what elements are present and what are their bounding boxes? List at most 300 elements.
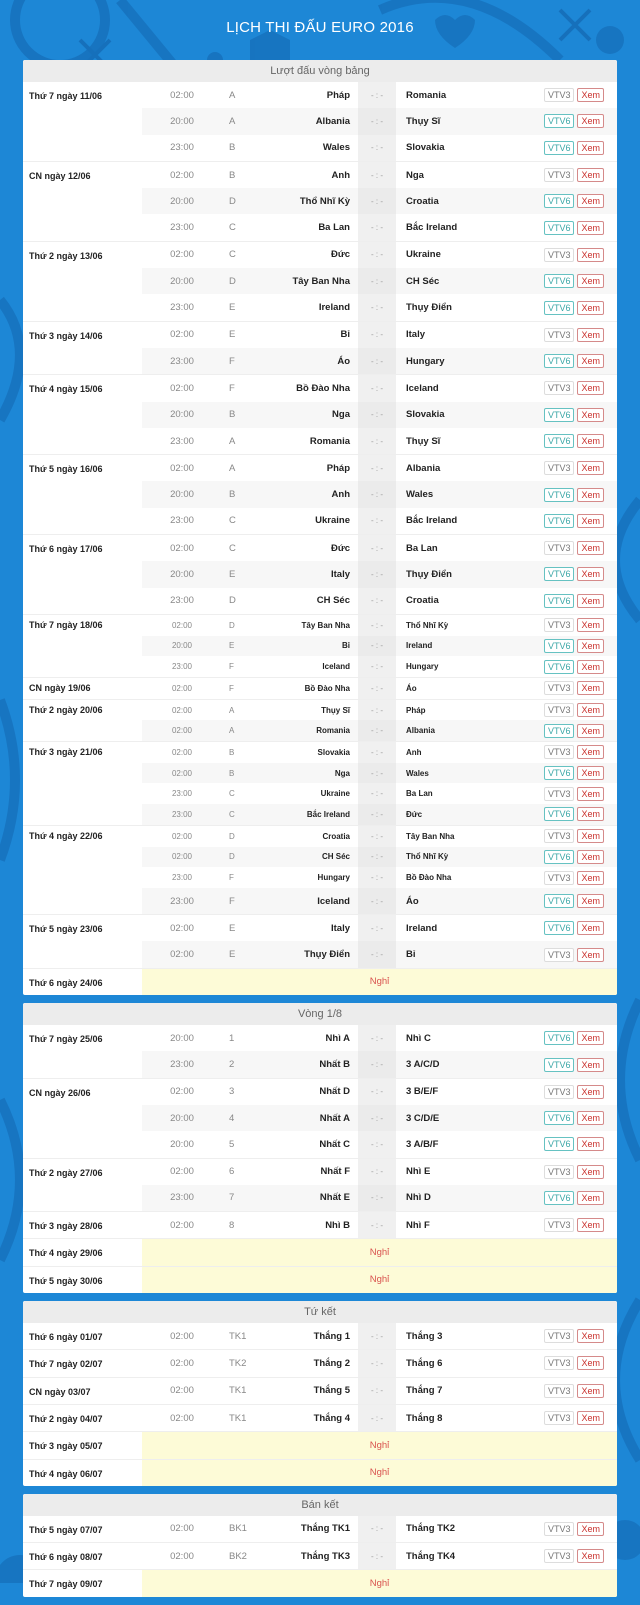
watch-button[interactable]: Xem — [577, 274, 604, 288]
watch-button[interactable]: Xem — [577, 871, 604, 885]
match-score: - : - — [358, 700, 396, 721]
match-row — [142, 588, 617, 614]
watch-button[interactable]: Xem — [577, 301, 604, 315]
watch-button[interactable]: Xem — [577, 594, 604, 608]
home-team: Bỉ — [342, 641, 350, 651]
watch-button[interactable]: Xem — [577, 381, 604, 395]
channel-badge[interactable]: VTV6 — [544, 194, 575, 208]
match-row — [142, 1405, 617, 1431]
channel-badge[interactable]: VTV6 — [544, 354, 575, 368]
match-time: 23:00 — [170, 302, 194, 314]
channel-badge[interactable]: VTV3 — [544, 1085, 575, 1099]
match-score: - : - — [358, 1131, 396, 1157]
away-team: Wales — [406, 768, 429, 778]
match-time: 02:00 — [170, 382, 194, 394]
home-team: Nga — [332, 409, 350, 421]
watch-button[interactable]: Xem — [577, 248, 604, 262]
match-time: 23:00 — [170, 435, 194, 447]
match-score: - : - — [358, 428, 396, 454]
match-score: - : - — [358, 1079, 396, 1105]
match-row — [142, 294, 617, 320]
watch-button[interactable]: Xem — [577, 1549, 604, 1563]
away-team: Hungary — [406, 662, 439, 672]
channel-badge[interactable]: VTV3 — [544, 168, 575, 182]
match-row — [142, 1185, 617, 1211]
match-group: D — [229, 195, 236, 207]
match-time: 23:00 — [171, 809, 193, 819]
match-row — [142, 214, 617, 240]
watch-button[interactable]: Xem — [577, 461, 604, 475]
match-time: 20:00 — [170, 115, 194, 127]
channel-badge[interactable]: VTV6 — [544, 408, 575, 422]
home-team: Nhì A — [325, 1032, 350, 1044]
match-group: F — [229, 683, 234, 693]
match-time: 20:00 — [170, 568, 194, 580]
match-row — [142, 783, 617, 804]
watch-button[interactable]: Xem — [577, 1218, 604, 1232]
away-team: Thụy Điển — [406, 568, 452, 580]
match-score: - : - — [358, 108, 396, 134]
date-label: CN ngày 03/07 — [29, 1386, 91, 1397]
match-score: - : - — [358, 561, 396, 587]
match-time: 23:00 — [171, 789, 193, 799]
match-row — [142, 1378, 617, 1404]
watch-button[interactable]: Xem — [577, 1411, 604, 1425]
away-team: Thổ Nhĩ Kỳ — [406, 620, 449, 630]
channel-badge[interactable]: VTV6 — [544, 660, 575, 674]
watch-button[interactable]: Xem — [577, 1384, 604, 1398]
watch-button[interactable]: Xem — [577, 354, 604, 368]
channel-badge[interactable]: VTV6 — [544, 221, 575, 235]
watch-button[interactable]: Xem — [577, 766, 604, 780]
away-team: Thụy Sĩ — [406, 435, 441, 447]
away-team: Thắng 7 — [406, 1385, 443, 1397]
match-row — [142, 162, 617, 188]
match-list — [142, 742, 617, 825]
channel-badge[interactable]: VTV3 — [544, 328, 575, 342]
match-group: E — [229, 949, 236, 961]
match-group: 1 — [229, 1032, 235, 1044]
home-team: Romania — [309, 435, 350, 447]
channel-badge[interactable]: VTV6 — [544, 274, 575, 288]
away-team: Ireland — [406, 641, 433, 651]
channel-badge[interactable]: VTV3 — [544, 618, 575, 632]
watch-button[interactable]: Xem — [577, 639, 604, 653]
watch-button[interactable]: Xem — [577, 488, 604, 502]
match-row — [142, 763, 617, 784]
channel-badge[interactable]: VTV6 — [544, 434, 575, 448]
match-score: - : - — [358, 847, 396, 868]
channel-badge[interactable]: VTV3 — [544, 541, 575, 555]
channel-badge[interactable]: VTV3 — [544, 703, 575, 717]
date-label: CN ngày 19/06 — [29, 683, 91, 693]
match-score: - : - — [358, 481, 396, 507]
match-list — [142, 1079, 617, 1158]
home-team: Iceland — [317, 895, 350, 907]
match-time: 23:00 — [170, 895, 194, 907]
match-list — [142, 1350, 617, 1376]
channel-badge[interactable]: VTV3 — [544, 1218, 575, 1232]
watch-button[interactable]: Xem — [577, 787, 604, 801]
match-row — [142, 1131, 617, 1157]
match-time: 23:00 — [170, 222, 194, 234]
channel-badge[interactable]: VTV3 — [544, 381, 575, 395]
watch-button[interactable]: Xem — [577, 807, 604, 821]
channel-badge[interactable]: VTV6 — [544, 488, 575, 502]
match-group: B — [229, 768, 235, 778]
away-team: Slovakia — [406, 142, 445, 154]
match-time: 02:00 — [170, 249, 194, 261]
channel-badge[interactable]: VTV6 — [544, 514, 575, 528]
day-group — [23, 322, 617, 376]
watch-button[interactable]: Xem — [577, 541, 604, 555]
match-time: 02:00 — [170, 89, 194, 101]
match-time: 23:00 — [170, 1192, 194, 1204]
match-time: 23:00 — [170, 595, 194, 607]
watch-button[interactable]: Xem — [577, 567, 604, 581]
day-group — [23, 242, 617, 322]
date-label: Thứ 7 ngày 02/07 — [29, 1359, 103, 1370]
day-group — [23, 742, 617, 826]
channel-badge[interactable]: VTV6 — [544, 1031, 575, 1045]
channel-badge[interactable]: VTV6 — [544, 1137, 575, 1151]
rest-day-label: Nghỉ — [142, 1570, 617, 1596]
watch-button[interactable]: Xem — [577, 1058, 604, 1072]
match-time: 23:00 — [171, 873, 193, 883]
match-group: C — [229, 249, 236, 261]
away-team: Thắng 8 — [406, 1412, 443, 1424]
match-time: 20:00 — [170, 489, 194, 501]
date-label: Thứ 4 ngày 22/06 — [29, 830, 103, 841]
match-group: C — [229, 222, 236, 234]
home-team: Pháp — [326, 462, 350, 474]
away-team: Ukraine — [406, 249, 441, 261]
channel-badge[interactable]: VTV3 — [544, 871, 575, 885]
channel-badge[interactable]: VTV6 — [544, 594, 575, 608]
watch-button[interactable]: Xem — [577, 434, 604, 448]
watch-button[interactable]: Xem — [577, 1329, 604, 1343]
match-group: A — [229, 726, 235, 736]
away-team: Tây Ban Nha — [406, 831, 455, 841]
watch-button[interactable]: Xem — [577, 829, 604, 843]
match-group: 4 — [229, 1112, 235, 1124]
match-row — [142, 1025, 617, 1051]
home-team: Romania — [316, 726, 350, 736]
day-group — [23, 678, 617, 700]
home-team: Croatia — [322, 831, 350, 841]
channel-badge[interactable]: VTV3 — [544, 1356, 575, 1370]
match-row — [142, 1350, 617, 1376]
match-score: - : - — [358, 826, 396, 847]
watch-button[interactable]: Xem — [577, 921, 604, 935]
channel-badge[interactable]: VTV6 — [544, 1111, 575, 1125]
date-label: Thứ 4 ngày 29/06 — [29, 1248, 103, 1259]
rest-day-label: Nghỉ — [142, 1267, 617, 1293]
match-score: - : - — [358, 888, 396, 914]
match-row — [142, 1079, 617, 1105]
away-team: Croatia — [406, 195, 439, 207]
match-time: 20:00 — [171, 641, 193, 651]
day-group — [23, 1350, 617, 1377]
day-group — [23, 1323, 617, 1350]
day-group — [23, 1159, 617, 1213]
home-team: Tây Ban Nha — [301, 620, 350, 630]
match-time: 23:00 — [170, 355, 194, 367]
match-list — [142, 82, 617, 161]
match-group: E — [229, 302, 236, 314]
match-list — [142, 678, 617, 699]
channel-badge[interactable]: VTV3 — [544, 745, 575, 759]
away-team: Romania — [406, 89, 447, 101]
match-row — [142, 108, 617, 134]
watch-button[interactable]: Xem — [577, 1356, 604, 1370]
watch-button[interactable]: Xem — [577, 681, 604, 695]
match-row — [142, 535, 617, 561]
match-group: B — [229, 409, 236, 421]
match-score: - : - — [358, 375, 396, 401]
match-time: 02:00 — [170, 922, 194, 934]
match-group: 7 — [229, 1192, 235, 1204]
match-score: - : - — [358, 1051, 396, 1077]
channel-badge[interactable]: VTV3 — [544, 787, 575, 801]
channel-badge[interactable]: VTV6 — [544, 921, 575, 935]
channel-badge[interactable]: VTV6 — [544, 850, 575, 864]
match-row — [142, 188, 617, 214]
match-time: 02:00 — [171, 747, 193, 757]
channel-badge[interactable]: VTV3 — [544, 461, 575, 475]
home-team: Thắng TK1 — [300, 1523, 350, 1535]
match-row — [142, 636, 617, 657]
watch-button[interactable]: Xem — [577, 724, 604, 738]
home-team: Thắng 5 — [313, 1385, 350, 1397]
match-list — [142, 826, 617, 914]
channel-badge[interactable]: VTV6 — [544, 724, 575, 738]
match-row — [142, 481, 617, 507]
date-label: Thứ 7 ngày 25/06 — [29, 1034, 103, 1045]
match-group: B — [229, 747, 235, 757]
day-group — [23, 1239, 617, 1266]
match-row — [142, 1516, 617, 1542]
watch-button[interactable]: Xem — [577, 1165, 604, 1179]
channel-badge[interactable]: VTV6 — [544, 1058, 575, 1072]
match-list — [142, 375, 617, 454]
watch-button[interactable]: Xem — [577, 141, 604, 155]
day-group — [23, 1267, 617, 1293]
watch-button[interactable]: Xem — [577, 745, 604, 759]
match-time: 02:00 — [170, 1412, 194, 1424]
match-score: - : - — [358, 1543, 396, 1569]
day-group — [23, 915, 617, 969]
match-score: - : - — [358, 1350, 396, 1376]
match-row — [142, 242, 617, 268]
page-title: LỊCH THI ĐẤU EURO 2016 — [226, 19, 414, 36]
match-row — [142, 804, 617, 825]
away-team: Bắc Ireland — [406, 515, 458, 527]
channel-badge[interactable]: VTV6 — [544, 639, 575, 653]
day-group — [23, 1432, 617, 1459]
match-score: - : - — [358, 1025, 396, 1051]
match-time: 23:00 — [171, 662, 193, 672]
watch-button[interactable]: Xem — [577, 194, 604, 208]
channel-badge[interactable]: VTV6 — [544, 567, 575, 581]
match-time: 02:00 — [171, 768, 193, 778]
channel-badge[interactable]: VTV3 — [544, 681, 575, 695]
match-time: 23:00 — [170, 515, 194, 527]
date-label: Thứ 6 ngày 24/06 — [29, 977, 103, 988]
date-label: Thứ 7 ngày 11/06 — [29, 91, 103, 101]
match-group: A — [229, 462, 236, 474]
away-team: Thụy Điển — [406, 302, 452, 314]
match-score: - : - — [358, 1105, 396, 1131]
match-score: - : - — [358, 1405, 396, 1431]
away-team: Bỉ — [406, 949, 416, 961]
home-team: Ukraine — [315, 515, 350, 527]
watch-button[interactable]: Xem — [577, 703, 604, 717]
match-row — [142, 1323, 617, 1349]
watch-button[interactable]: Xem — [577, 1137, 604, 1151]
home-team: Ireland — [318, 302, 350, 314]
watch-button[interactable]: Xem — [577, 894, 604, 908]
channel-badge[interactable]: VTV3 — [544, 829, 575, 843]
away-team: Đức — [406, 809, 423, 819]
watch-button[interactable]: Xem — [577, 1031, 604, 1045]
match-score: - : - — [358, 742, 396, 763]
match-row — [142, 826, 617, 847]
day-group — [23, 700, 617, 742]
home-team: Hungary — [317, 873, 350, 883]
match-score: - : - — [358, 402, 396, 428]
away-team: Italy — [406, 329, 426, 341]
section-header: Lượt đấu vòng bảng — [23, 60, 617, 82]
watch-button[interactable]: Xem — [577, 328, 604, 342]
date-label: Thứ 5 ngày 30/06 — [29, 1275, 103, 1286]
channel-badge[interactable]: VTV3 — [544, 1549, 575, 1563]
watch-button[interactable]: Xem — [577, 514, 604, 528]
match-group: 2 — [229, 1059, 235, 1070]
watch-button[interactable]: Xem — [577, 660, 604, 674]
watch-button[interactable]: Xem — [577, 221, 604, 235]
match-list — [142, 535, 617, 614]
section-header: Vòng 1/8 — [23, 1003, 617, 1025]
match-score: - : - — [358, 242, 396, 268]
home-team: Slovakia — [317, 747, 350, 757]
home-team: Nhất D — [319, 1086, 350, 1098]
day-group — [23, 826, 617, 915]
channel-badge[interactable]: VTV6 — [544, 114, 575, 128]
away-team: Ireland — [406, 922, 438, 934]
home-team: Nhất E — [319, 1192, 350, 1204]
home-team: Ba Lan — [318, 222, 350, 234]
match-score: - : - — [358, 294, 396, 320]
home-team: Đức — [330, 249, 350, 261]
watch-button[interactable]: Xem — [577, 88, 604, 102]
match-group: D — [229, 831, 235, 841]
watch-button[interactable]: Xem — [577, 948, 604, 962]
channel-badge[interactable]: VTV6 — [544, 141, 575, 155]
channel-badge[interactable]: VTV3 — [544, 1329, 575, 1343]
channel-badge[interactable]: VTV3 — [544, 948, 575, 962]
day-group — [23, 1212, 617, 1239]
home-team: Thắng 4 — [313, 1412, 350, 1424]
home-team: Nhất C — [319, 1138, 350, 1150]
match-row — [142, 1543, 617, 1569]
match-group: C — [229, 809, 235, 819]
date-label: Thứ 7 ngày 18/06 — [29, 619, 103, 630]
match-list — [142, 242, 617, 321]
match-list — [142, 1212, 617, 1238]
match-row — [142, 268, 617, 294]
home-team: Áo — [337, 355, 350, 367]
match-group: TK2 — [229, 1357, 247, 1369]
match-time: 02:00 — [171, 683, 193, 693]
home-team: Nhất F — [320, 1166, 350, 1178]
away-team: Nga — [406, 169, 424, 181]
match-list — [142, 1543, 617, 1569]
match-row — [142, 348, 617, 374]
channel-badge[interactable]: VTV6 — [544, 894, 575, 908]
match-score: - : - — [358, 508, 396, 534]
away-team: Nhì E — [406, 1166, 431, 1178]
watch-button[interactable]: Xem — [577, 850, 604, 864]
match-score: - : - — [358, 135, 396, 161]
channel-badge[interactable]: VTV3 — [544, 1411, 575, 1425]
match-row — [142, 322, 617, 348]
match-score: - : - — [358, 214, 396, 240]
channel-badge[interactable]: VTV6 — [544, 766, 575, 780]
channel-badge[interactable]: VTV3 — [544, 1165, 575, 1179]
channel-badge[interactable]: VTV3 — [544, 1384, 575, 1398]
home-team: Wales — [322, 142, 350, 154]
watch-button[interactable]: Xem — [577, 1111, 604, 1125]
day-group — [23, 455, 617, 535]
watch-button[interactable]: Xem — [577, 1085, 604, 1099]
home-team: Albania — [315, 115, 350, 127]
match-group: D — [229, 595, 236, 607]
match-score: - : - — [358, 588, 396, 614]
match-group: 8 — [229, 1219, 235, 1231]
day-group — [23, 1460, 617, 1486]
watch-button[interactable]: Xem — [577, 618, 604, 632]
match-list — [142, 1516, 617, 1542]
home-team: Italy — [330, 568, 350, 580]
watch-button[interactable]: Xem — [577, 1522, 604, 1536]
rest-day-label: Nghỉ — [142, 1432, 617, 1458]
channel-badge[interactable]: VTV3 — [544, 248, 575, 262]
channel-badge[interactable]: VTV3 — [544, 1522, 575, 1536]
channel-badge[interactable]: VTV6 — [544, 807, 575, 821]
match-score: - : - — [358, 1516, 396, 1542]
away-team: Thắng 3 — [406, 1330, 443, 1342]
channel-badge[interactable]: VTV6 — [544, 301, 575, 315]
match-group: C — [229, 542, 236, 554]
day-group — [23, 1570, 617, 1596]
match-time: 20:00 — [170, 195, 194, 207]
channel-badge[interactable]: VTV3 — [544, 88, 575, 102]
match-group: C — [229, 789, 235, 799]
match-row — [142, 678, 617, 699]
home-team: CH Séc — [321, 852, 350, 862]
watch-button[interactable]: Xem — [577, 1191, 604, 1205]
match-score: - : - — [358, 804, 396, 825]
watch-button[interactable]: Xem — [577, 168, 604, 182]
match-time: 02:00 — [170, 1385, 194, 1397]
watch-button[interactable]: Xem — [577, 114, 604, 128]
match-time: 02:00 — [170, 462, 194, 474]
channel-badge[interactable]: VTV6 — [544, 1191, 575, 1205]
match-group: 3 — [229, 1086, 235, 1098]
home-team: Nhì B — [325, 1219, 350, 1231]
watch-button[interactable]: Xem — [577, 408, 604, 422]
